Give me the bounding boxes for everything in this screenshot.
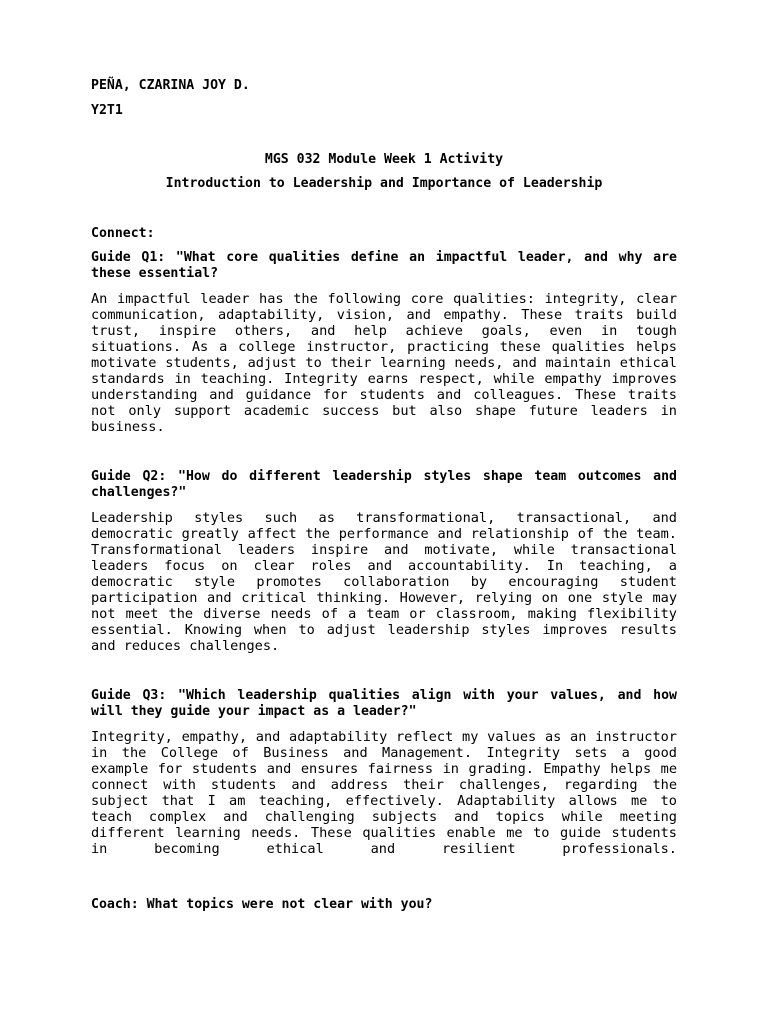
student-name: PEÑA, CZARINA JOY D.	[91, 78, 250, 93]
answer-3: Integrity, empathy, and adaptability reflect my values as an instructor in the College of Business and Management. Integrity sets a good example for students and ensures fairness in grading. Empathy helps me connect with students and address their challenges, regarding the subject that I am teaching, effectively. Adaptability allows me to teach complex and challenging subjects and topics while meeting different learning needs. These qualities enable me to guide students in becoming ethical and resilient professionals.	[91, 729, 677, 857]
coach-heading: Coach: What topics were not clear with you?	[91, 897, 433, 912]
student-section: Y2T1	[91, 103, 123, 118]
course-title: MGS 032 Module Week 1 Activity	[264, 152, 504, 167]
guide-question-2: Guide Q2: "How do different leadership styles shape team outcomes and challenges?"	[91, 469, 677, 500]
connect-heading: Connect:	[91, 226, 155, 241]
guide-question-3: Guide Q3: "Which leadership qualities align with your values, and how will they guide your impact as a leader?"	[91, 688, 677, 719]
topic-title: Introduction to Leadership and Importance of Leadership	[165, 176, 603, 191]
answer-2: Leadership styles such as transformational, transactional, and democratic greatly affect the performance and relationship of the team. Transformational leaders inspire and motivate, while transactional leaders focus on clear roles and accountability. In teaching, a democratic style promotes collaboration by encouraging student participation and critical thinking. However, relying on one style may not meet the diverse needs of a team or classroom, making flexibility essential. Knowing when to adjust leadership styles improves results and reduces challenges.	[91, 510, 677, 654]
answer-1: An impactful leader has the following core qualities: integrity, clear communication, adaptability, vision, and empathy. These traits build trust, inspire others, and help achieve goals, even in tough situations. As a college instructor, practicing these qualities helps motivate students, adjust to their learning needs, and maintain ethical standards in teaching. Integrity earns respect, while empathy improves understanding and guidance for students and colleagues. These traits not only support academic success but also shape future leaders in business.	[91, 291, 677, 435]
guide-question-1: Guide Q1: "What core qualities define an impactful leader, and why are these essential?	[91, 250, 677, 281]
